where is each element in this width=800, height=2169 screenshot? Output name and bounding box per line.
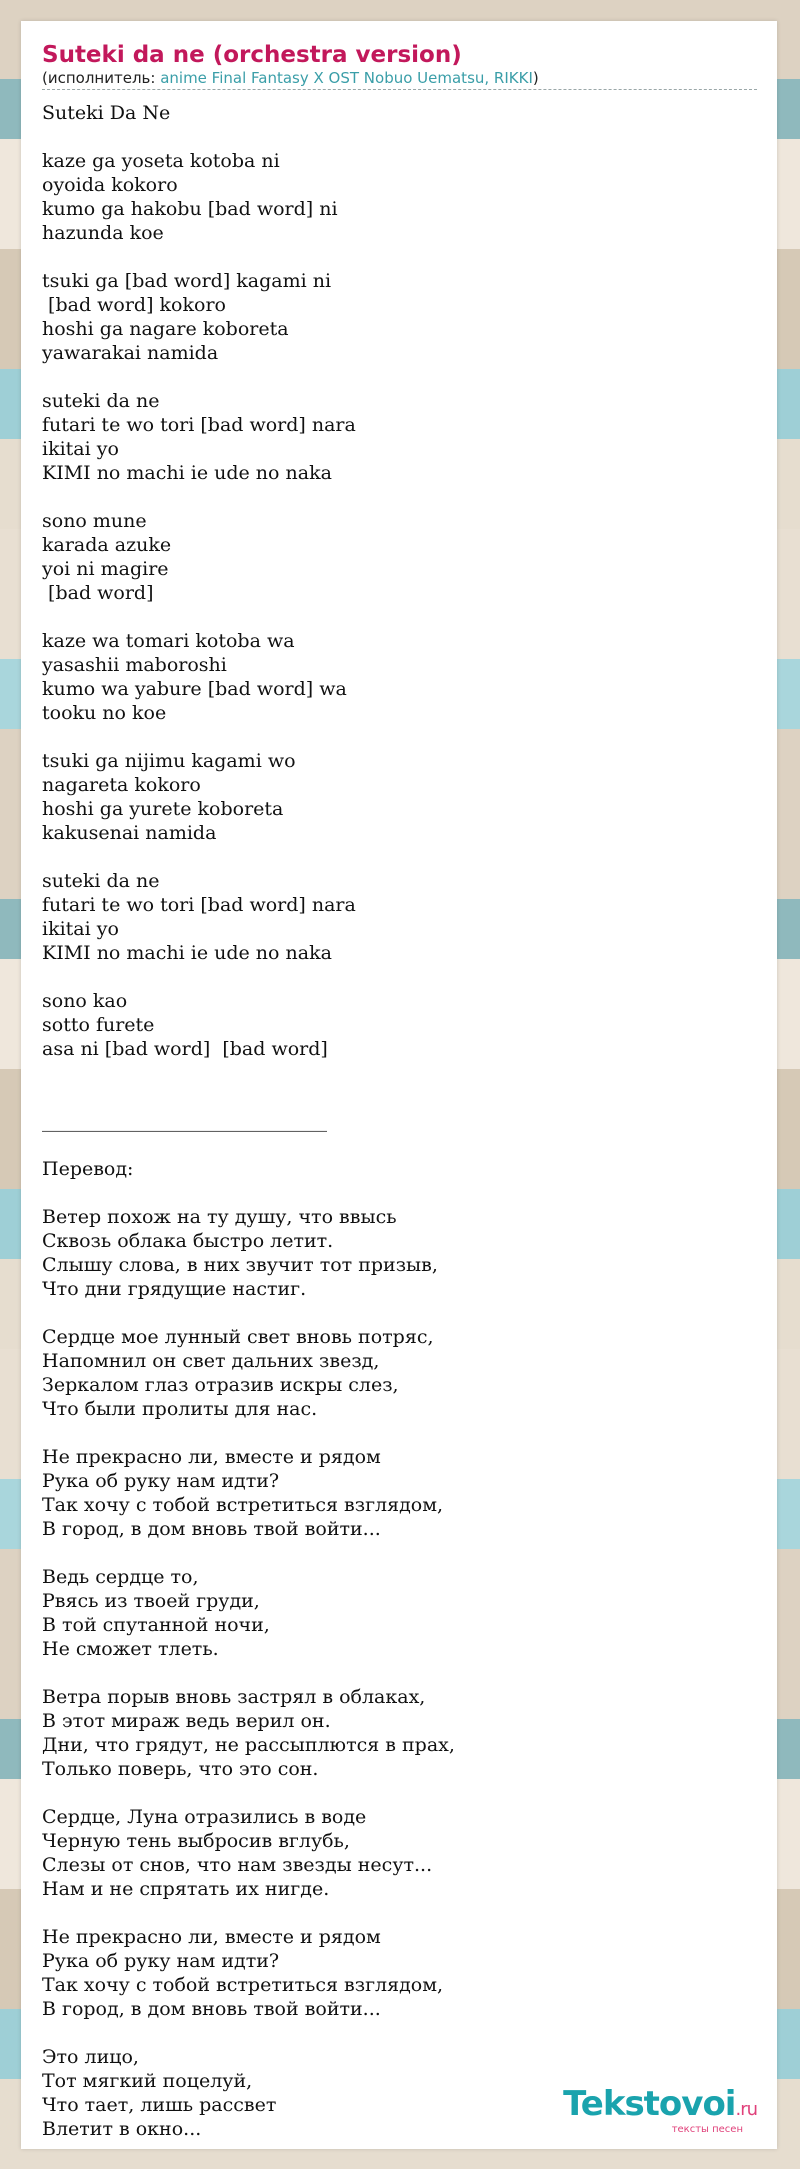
lyric-line [42, 1421, 757, 1445]
lyric-line: Тот мягкий поцелуй, [42, 2070, 253, 2092]
lyric-line: suteki da ne [42, 390, 160, 412]
lyric-line [42, 1301, 757, 1325]
lyric-line: Не прекрасно ли, вместе и рядом [42, 1926, 381, 1948]
lyric-line: Черную тень выбросив вглубь, [42, 1830, 350, 1852]
lyric-line: tsuki ga [bad word] kagami ni [42, 270, 332, 292]
lyric-line: karada azuke [42, 534, 172, 556]
lyric-line: Рука об руку нам идти? [42, 1470, 280, 1492]
lyric-line [42, 1661, 757, 1685]
lyric-line: Слышу слова, в них звучит тот призыв, [42, 1254, 438, 1276]
lyric-line: Ветер похож на ту душу, что ввысь [42, 1206, 397, 1228]
lyric-line: kumo ga hakobu [bad word] ni [42, 198, 338, 220]
lyric-line: Нам и не спрятать их нигде. [42, 1878, 330, 1900]
lyric-line [42, 245, 757, 269]
lyric-line: Так хочу с тобой встретиться взглядом, [42, 1974, 444, 1996]
lyric-line [42, 725, 757, 749]
lyric-line: Suteki Da Ne [42, 102, 171, 124]
song-title: Suteki da ne (orchestra version) [42, 42, 462, 68]
lyric-line: hazunda koe [42, 222, 164, 244]
lyric-line [42, 485, 757, 509]
lyric-line: nagareta kokoro [42, 774, 201, 796]
logo-tld: .ru [735, 2099, 757, 2120]
lyric-line: KIMI no machi ie ude no naka [42, 942, 332, 964]
lyric-line: futari te wo tori [bad word] nara [42, 894, 356, 916]
lyric-line [42, 1133, 757, 1157]
song-header [42, 41, 757, 90]
lyric-line: В город, в дом вновь твой войти... [42, 1518, 381, 1540]
lyric-line [42, 125, 757, 149]
lyric-line [42, 605, 757, 629]
artist-suffix: ) [532, 69, 539, 87]
lyric-line [42, 845, 757, 869]
lyric-line: kaze ga yoseta kotoba ni [42, 150, 280, 172]
lyric-line: kumo wa yabure [bad word] wa [42, 678, 347, 700]
lyric-line: Дни, что грядут, не рассыплются в прах, [42, 1734, 455, 1756]
lyric-line: Сердце, Луна отразились в воде [42, 1806, 367, 1828]
lyric-line: Только поверь, что это сон. [42, 1758, 319, 1780]
lyric-line: Не прекрасно ли, вместе и рядом [42, 1446, 381, 1468]
lyric-line [42, 1085, 757, 1109]
lyric-line: Зеркалом глаз отразив искры слез, [42, 1374, 399, 1396]
lyric-line: Сердце мое лунный свет вновь потряс, [42, 1326, 434, 1348]
lyric-line: Слезы от снов, что нам звезды несут... [42, 1854, 433, 1876]
lyric-line [42, 1781, 757, 1805]
lyric-line: KIMI no machi ie ude no naka [42, 462, 332, 484]
lyric-line: yasashii maboroshi [42, 654, 227, 676]
lyric-line [42, 1901, 757, 1925]
lyric-line: В этот мираж ведь верил он. [42, 1710, 331, 1732]
lyric-line: oyoida kokoro [42, 174, 178, 196]
lyric-line [42, 2021, 757, 2045]
logo-tagline: тексты песен [671, 2124, 743, 2135]
lyric-line: Ведь сердце то, [42, 1566, 199, 1588]
lyric-line: Рука об руку нам идти? [42, 1950, 280, 1972]
lyric-line: asa ni [bad word] [bad word] [42, 1038, 328, 1060]
lyric-line: ikitai yo [42, 438, 119, 460]
lyric-line: Это лицо, [42, 2046, 139, 2068]
lyric-line: [bad word] [42, 582, 154, 604]
lyric-line: Так хочу с тобой встретиться взглядом, [42, 1494, 444, 1516]
lyric-line: Не сможет тлеть. [42, 1638, 219, 1660]
lyric-line: hoshi ga nagare koboreta [42, 318, 289, 340]
lyric-line: sono mune [42, 510, 147, 532]
lyric-line: Что дни грядущие настиг. [42, 1278, 307, 1300]
lyric-line [42, 965, 757, 989]
artist-prefix: (исполнитель: [42, 69, 161, 87]
lyric-line: kakusenai namida [42, 822, 217, 844]
lyric-line: Что были пролиты для нас. [42, 1398, 318, 1420]
logo-name: Tekstovoi [563, 2084, 736, 2124]
artist-line [42, 69, 757, 87]
lyric-line: Ветра порыв вновь застрял в облаках, [42, 1686, 426, 1708]
lyric-line: Влетит в окно... [42, 2118, 202, 2140]
lyric-line: Напомнил он свет дальних звезд, [42, 1350, 380, 1372]
lyric-line: sotto furete [42, 1014, 155, 1036]
lyric-line: [bad word] kokoro [42, 294, 226, 316]
lyric-line [42, 365, 757, 389]
lyric-line: Сквозь облака быстро летит. [42, 1230, 334, 1252]
lyric-line [42, 1061, 757, 1085]
lyric-line: В город, в дом вновь твой войти... [42, 1998, 381, 2020]
lyric-line: hoshi ga yurete koboreta [42, 798, 284, 820]
logo-wordmark [563, 2086, 757, 2128]
site-logo[interactable] [563, 2086, 757, 2135]
lyric-line: Что тает, лишь рассвет [42, 2094, 277, 2116]
lyric-line: yoi ni magire [42, 558, 169, 580]
lyric-line: tsuki ga nijimu kagami wo [42, 750, 296, 772]
lyric-line: suteki da ne [42, 870, 160, 892]
lyric-line: ikitai yo [42, 918, 119, 940]
lyric-line: sono kao [42, 990, 128, 1012]
artist-link[interactable]: anime Final Fantasy X OST Nobuo Uematsu, RIKKI [160, 69, 533, 87]
lyrics-card [21, 21, 777, 2149]
lyric-line: Перевод: [42, 1158, 134, 1180]
lyric-line: ______________________________ [42, 1110, 327, 1132]
lyrics-text [42, 101, 757, 2141]
lyric-line: Рвясь из твоей груди, [42, 1590, 260, 1612]
lyric-line: В той спутанной ночи, [42, 1614, 270, 1636]
lyric-line [42, 1541, 757, 1565]
lyric-line: tooku no koe [42, 702, 167, 724]
lyric-line: futari te wo tori [bad word] nara [42, 414, 356, 436]
lyric-line [42, 1181, 757, 1205]
lyric-line: yawarakai namida [42, 342, 219, 364]
lyric-line: kaze wa tomari kotoba wa [42, 630, 295, 652]
